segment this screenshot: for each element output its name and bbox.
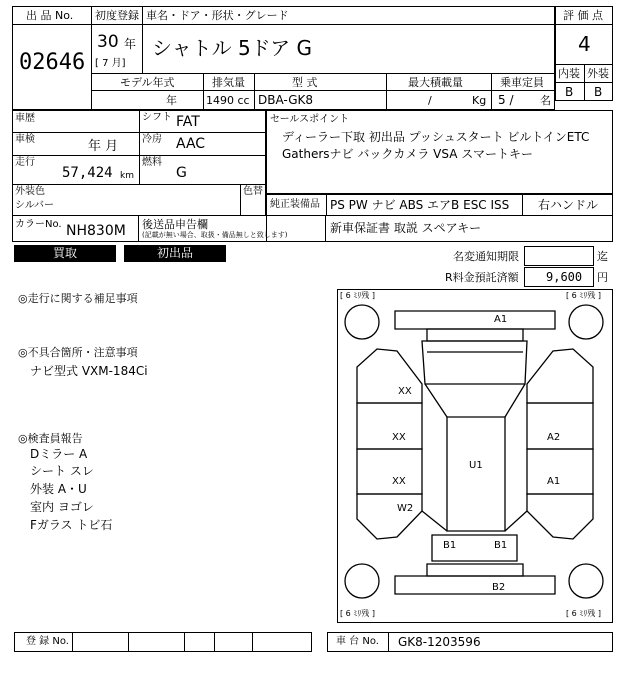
history-label: 車歴 [15,113,35,124]
first-reg-month: [ 7 月] [95,58,126,69]
sales-point-label: セールスポイント [270,114,350,125]
capacity-label: 乗車定員 [500,76,544,89]
warranty-line: 新車保証書 取説 スペアキー [330,221,482,235]
first-reg-year: 30 [97,32,119,52]
tire-front-left-label: [ 6 ﾐﾘ残 ] [340,291,375,300]
ac-value: AAC [176,136,206,152]
lot-number: 02646 [19,50,86,75]
fuel-value: G [176,165,187,181]
left-rear-door-mark: XX [392,476,406,487]
right-rear-door-mark: A1 [547,476,561,487]
first-listing-tag: 初出品 [124,245,226,262]
left-fender-mark: XX [398,386,412,397]
post-doc-note: (記載が無い場合、取扱・備品無しと致します) [142,231,288,239]
name-change-unit: 迄 [597,250,608,263]
interior-grade: B [565,85,574,99]
rating-value: 4 [578,32,591,56]
max-load-label: 最大積載量 [408,76,463,89]
rear-left-tire-icon [345,564,379,598]
inspection-label: 車検 [15,134,35,145]
capacity-value: 5 / [498,93,514,107]
left-rear-door [357,449,422,494]
recycle-label: R料金預託済額 [445,271,519,284]
front-bumper-outline [395,311,555,329]
exterior-color-value: シルバー [15,200,55,211]
mileage-label: 走行 [15,157,35,168]
mileage-value: 57,424 [62,165,113,181]
shift-value: FAT [176,114,200,130]
rating-label: 評 価 点 [563,9,603,22]
roof-mark: U1 [469,460,483,471]
chassis-label: 車 台 No. [336,636,379,647]
left-front-fender [357,349,422,403]
front-bumper-mark: A1 [494,314,508,325]
equipment-value: PS PW ナビ ABS エアB ESC ISS [330,198,510,212]
displacement-label: 排気量 [212,76,245,89]
tire-front-right-label: [ 6 ﾐﾘ残 ] [566,291,601,300]
exterior-label: 外装 [587,67,609,80]
inspector-title: ◎検査員報告 [18,432,83,445]
chassis-value: GK8-1203596 [398,635,481,649]
sales-point-line2: Gathersナビ バックカメラ VSA スマートキー [282,147,533,161]
right-front-door-mark: A2 [547,432,561,443]
capacity-unit: 名 [540,94,551,107]
type-value: DBA-GK8 [258,93,313,107]
inspector-line: Fガラス トビ石 [30,518,113,532]
front-right-tire-icon [569,305,603,339]
recycle-value: 9,600 [546,270,583,284]
driving-notes-title: ◎走行に関する補足事項 [18,292,138,305]
left-rear-quarter-mark: W2 [397,503,414,514]
left-front-door [357,403,422,449]
max-load-slash: / [428,94,432,107]
roof-outline [447,417,505,531]
lot-label: 出 品 No. [26,9,74,22]
post-doc-label: 後送品申告欄 [142,218,208,231]
defect-notes-title: ◎不具合箇所・注意事項 [18,346,138,359]
name-change-field [524,246,594,266]
ac-label: 冷房 [142,134,162,145]
name-change-label: 名変通知期限 [453,250,519,263]
buy-tag: 買取 [14,245,116,262]
shift-label: シフト [142,112,172,123]
type-label: 型 式 [292,76,318,89]
mileage-unit: km [120,171,134,181]
model-year-value: 年 [166,94,177,107]
max-load-unit: Kg [472,94,487,107]
car-name-label: 車名・ドア・形状・グレード [146,9,289,22]
rear-left-mark: B1 [443,540,457,551]
inspector-line: 外装 A・U [30,482,87,496]
tire-rear-right-label: [ 6 ﾐﾘ残 ] [566,609,601,618]
inspector-line: シート スレ [30,464,94,478]
sales-point-line1: ディーラー下取 初出品 プッシュスタート ビルトインETC [282,130,590,144]
exterior-color-label: 外装色 [15,186,45,197]
recycle-unit: 円 [597,271,608,284]
year-unit: 年 [124,37,137,51]
left-front-door-mark: XX [392,432,406,443]
left-rear-quarter [357,494,422,539]
inspection-value: 年 月 [88,139,119,154]
car-diagram [337,289,613,623]
defect-line: ナビ型式 VXM-184Ci [30,364,148,378]
model-year-label: モデル年式 [120,76,175,89]
color-no-value: NH830M [66,223,126,239]
equipment-label: 純正装備品 [270,199,320,210]
inspector-line: 室内 ヨゴレ [30,500,94,514]
first-reg-label: 初度登録 [95,9,139,22]
tire-rear-left-label: [ 6 ﾐﾘ残 ] [340,609,375,618]
reg-no-label: 登 録 No. [26,636,69,647]
rear-right-tire-icon [569,564,603,598]
car-name: シャトル 5ドア G [152,36,312,60]
rear-right-mark: B1 [494,540,508,551]
repaint-label: 色替 [243,186,263,197]
front-left-tire-icon [345,305,379,339]
interior-label: 内装 [558,67,580,80]
color-no-label: カラーNo. [15,219,62,230]
steering-value: 右ハンドル [538,198,599,212]
displacement-value: 1490 cc [206,94,250,107]
inspector-line: Dミラー A [30,447,88,461]
exterior-grade: B [594,85,603,99]
rear-bumper-mark: B2 [492,582,506,593]
fuel-label: 燃料 [142,157,162,168]
